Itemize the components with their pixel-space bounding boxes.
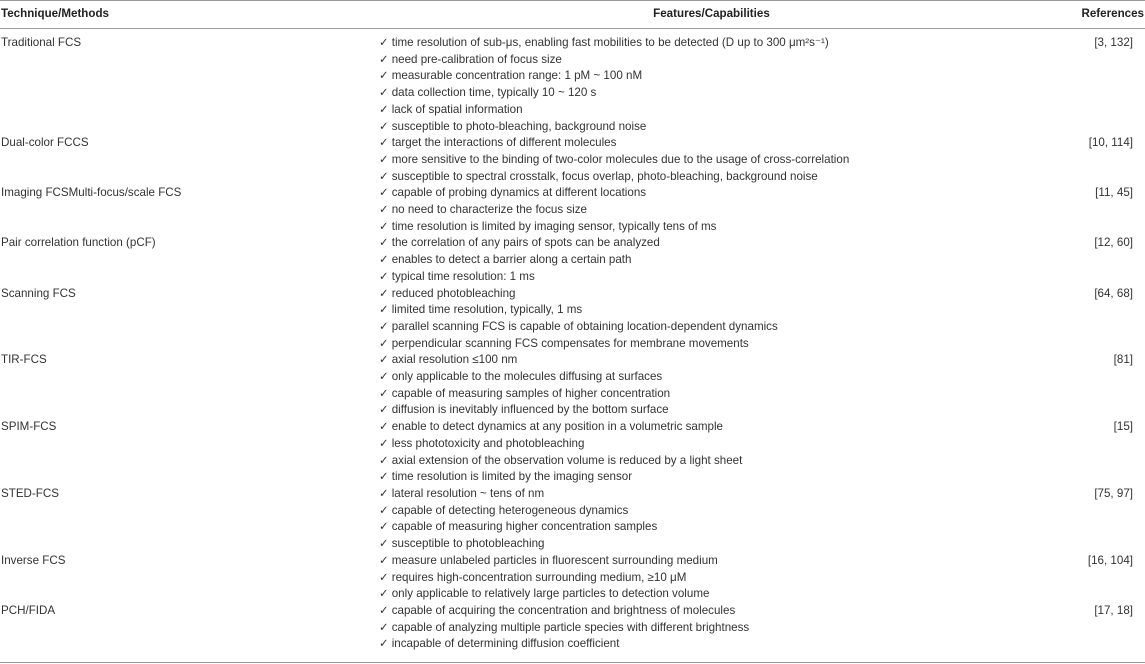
references-cell: [17, 18] (1094, 603, 1133, 617)
technique-cell: STED-FCS (1, 486, 59, 500)
check-mark-icon: ✓ (379, 520, 389, 534)
check-mark-icon: ✓ (379, 186, 389, 200)
check-mark-icon: ✓ (379, 570, 389, 584)
table-row (0, 419, 1145, 486)
feature-text: diffusion is inevitably influenced by the bottom surface (391, 403, 669, 417)
table-row (0, 486, 1145, 553)
check-mark-icon: ✓ (379, 102, 389, 116)
feature-item (379, 352, 1044, 369)
feature-text: need pre-calibration of focus size (391, 52, 562, 66)
table-row (0, 286, 1145, 353)
feature-item (379, 185, 1044, 202)
feature-text: capable of acquiring the concentration and brightness of molecules (391, 603, 736, 617)
feature-item (379, 553, 1044, 570)
check-mark-icon: ✓ (379, 386, 389, 400)
feature-item (379, 219, 1044, 236)
references-cell: [16, 104] (1087, 553, 1133, 567)
check-mark-icon: ✓ (379, 219, 389, 233)
check-mark-icon: ✓ (379, 136, 389, 150)
feature-item (379, 269, 1044, 286)
check-mark-icon: ✓ (379, 236, 389, 250)
technique-cell: SPIM-FCS (1, 420, 57, 434)
table-row (0, 603, 1145, 653)
feature-text: capable of detecting heterogeneous dynamics (391, 503, 629, 517)
header-references: References (1044, 0, 1145, 29)
check-mark-icon: ✓ (379, 169, 389, 183)
feature-text: measure unlabeled particles in fluorescent surrounding medium (391, 553, 718, 567)
features-cell (379, 135, 1044, 185)
feature-item (379, 469, 1044, 486)
feature-text: capable of measuring higher concentration samples (391, 520, 658, 534)
feature-text: capable of analyzing multiple particle species with different brightness (391, 620, 750, 634)
feature-item (379, 369, 1044, 386)
check-mark-icon: ✓ (379, 286, 389, 300)
feature-text: capable of measuring samples of higher concentration (391, 386, 671, 400)
feature-item (379, 202, 1044, 219)
features-cell (379, 29, 1044, 136)
feature-text: time resolution is limited by the imaging sensor (391, 470, 633, 484)
features-cell (379, 553, 1044, 603)
feature-item (379, 570, 1044, 587)
check-mark-icon: ✓ (379, 253, 389, 267)
check-mark-icon: ✓ (379, 52, 389, 66)
check-mark-icon: ✓ (379, 269, 389, 283)
features-cell (379, 486, 1044, 553)
table-header (0, 0, 1145, 29)
feature-text: less phototoxicity and photobleaching (391, 436, 585, 450)
technique-cell: Inverse FCS (1, 553, 66, 567)
feature-item (379, 135, 1044, 152)
feature-item (379, 386, 1044, 403)
check-mark-icon: ✓ (379, 470, 389, 484)
feature-item (379, 68, 1044, 85)
feature-item (379, 119, 1044, 136)
table-row (0, 29, 1145, 136)
references-cell: [3, 132] (1094, 36, 1133, 49)
feature-item (379, 302, 1044, 319)
check-mark-icon: ✓ (379, 36, 389, 49)
header-row (0, 0, 1145, 29)
features-cell (379, 185, 1044, 235)
check-mark-icon: ✓ (379, 69, 389, 83)
feature-item (379, 319, 1044, 336)
feature-text: susceptible to photobleaching (391, 537, 545, 551)
check-mark-icon: ✓ (379, 303, 389, 317)
check-mark-icon: ✓ (379, 403, 389, 417)
check-mark-icon: ✓ (379, 436, 389, 450)
check-mark-icon: ✓ (379, 503, 389, 517)
feature-item (379, 402, 1044, 419)
check-mark-icon: ✓ (379, 336, 389, 350)
feature-text: target the interactions of different molecules (391, 136, 617, 150)
feature-item (379, 85, 1044, 102)
feature-text: axial resolution ≤100 nm (391, 353, 518, 367)
references-cell: [11, 45] (1095, 186, 1133, 200)
check-mark-icon: ✓ (379, 370, 389, 384)
feature-item (379, 336, 1044, 353)
references-cell: [75, 97] (1094, 486, 1133, 500)
feature-text: measurable concentration range: 1 pM ~ 100 nM (391, 69, 643, 83)
table-row (0, 185, 1145, 235)
check-mark-icon: ✓ (379, 319, 389, 333)
check-mark-icon: ✓ (379, 119, 389, 133)
feature-text: lateral resolution ~ tens of nm (391, 486, 545, 500)
technique-cell: Pair correlation function (pCF) (1, 236, 156, 250)
feature-text: incapable of determining diffusion coefficient (391, 637, 620, 651)
feature-text: requires high-concentration surrounding medium, ≥10 μM (391, 570, 687, 584)
feature-text: axial extension of the observation volume is reduced by a light sheet (391, 453, 743, 467)
feature-text: lack of spatial information (391, 102, 523, 116)
feature-item (379, 152, 1044, 169)
feature-text: data collection time, typically 10 ~ 120 s (391, 86, 597, 100)
bottom-rule (0, 662, 1145, 663)
features-cell (379, 603, 1044, 653)
references-cell: [15] (1113, 420, 1133, 434)
table-row (0, 135, 1145, 185)
feature-item (379, 52, 1044, 69)
feature-text: time resolution of sub-μs, enabling fast mobilities to be detected (D up to 300 μm²s⁻¹) (391, 36, 829, 49)
references-cell: [12, 60] (1094, 236, 1133, 250)
feature-text: only applicable to relatively large particles to detection volume (391, 587, 710, 601)
features-cell (379, 286, 1044, 353)
technique-cell: TIR-FCS (1, 353, 47, 367)
check-mark-icon: ✓ (379, 152, 389, 166)
references-cell: [64, 68] (1094, 286, 1133, 300)
check-mark-icon: ✓ (379, 553, 389, 567)
feature-text: susceptible to photo-bleaching, background noise (391, 119, 647, 133)
references-cell: [81] (1113, 353, 1133, 367)
feature-text: parallel scanning FCS is capable of obtaining location-dependent dynamics (391, 319, 778, 333)
table-row (0, 553, 1145, 603)
table-row (0, 235, 1145, 285)
technique-cell: PCH/FIDA (1, 603, 56, 617)
header-technique: Technique/Methods (0, 0, 379, 29)
feature-item (379, 603, 1044, 620)
check-mark-icon: ✓ (379, 86, 389, 100)
feature-item (379, 419, 1044, 436)
table-row (0, 352, 1145, 419)
technique-cell: Scanning FCS (1, 286, 76, 300)
feature-item (379, 503, 1044, 520)
feature-text: reduced photobleaching (391, 286, 516, 300)
check-mark-icon: ✓ (379, 537, 389, 551)
header-features: Features/Capabilities (379, 0, 1044, 29)
feature-item (379, 620, 1044, 637)
feature-item (379, 286, 1044, 303)
check-mark-icon: ✓ (379, 486, 389, 500)
feature-text: susceptible to spectral crosstalk, focus overlap, photo-bleaching, background noise (391, 169, 818, 183)
check-mark-icon: ✓ (379, 637, 389, 651)
feature-text: limited time resolution, typically, 1 ms (391, 303, 583, 317)
feature-item (379, 636, 1044, 653)
check-mark-icon: ✓ (379, 587, 389, 601)
features-cell (379, 419, 1044, 486)
check-mark-icon: ✓ (379, 453, 389, 467)
feature-item (379, 519, 1044, 536)
table-body (0, 29, 1145, 654)
feature-item (379, 235, 1044, 252)
feature-text: perpendicular scanning FCS compensates for membrane movements (391, 336, 749, 350)
technique-cell: Traditional FCS (1, 36, 82, 49)
feature-text: enables to detect a barrier along a certain path (391, 253, 632, 267)
technique-cell: Imaging FCSMulti-focus/scale FCS (1, 186, 182, 200)
feature-item (379, 586, 1044, 603)
check-mark-icon: ✓ (379, 603, 389, 617)
feature-item (379, 486, 1044, 503)
references-cell: [10, 114] (1088, 136, 1133, 150)
feature-text: no need to characterize the focus size (391, 203, 587, 217)
check-mark-icon: ✓ (379, 203, 389, 217)
check-mark-icon: ✓ (379, 353, 389, 367)
feature-item (379, 453, 1044, 470)
feature-item (379, 35, 1044, 52)
feature-item (379, 169, 1044, 186)
feature-text: the correlation of any pairs of spots can be analyzed (391, 236, 660, 250)
feature-text: only applicable to the molecules diffusing at surfaces (391, 370, 663, 384)
technique-cell: Dual-color FCCS (1, 136, 89, 150)
feature-item (379, 536, 1044, 553)
feature-item (379, 436, 1044, 453)
features-cell (379, 235, 1044, 285)
feature-text: time resolution is limited by imaging sensor, typically tens of ms (391, 219, 717, 233)
check-mark-icon: ✓ (379, 620, 389, 634)
feature-text: more sensitive to the binding of two-color molecules due to the usage of cross-correlation (391, 152, 850, 166)
feature-text: typical time resolution: 1 ms (391, 269, 535, 283)
feature-item (379, 252, 1044, 269)
feature-text: enable to detect dynamics at any position in a volumetric sample (391, 420, 723, 434)
feature-text: capable of probing dynamics at different locations (391, 186, 647, 200)
check-mark-icon: ✓ (379, 420, 389, 434)
feature-item (379, 102, 1044, 119)
features-cell (379, 352, 1044, 419)
